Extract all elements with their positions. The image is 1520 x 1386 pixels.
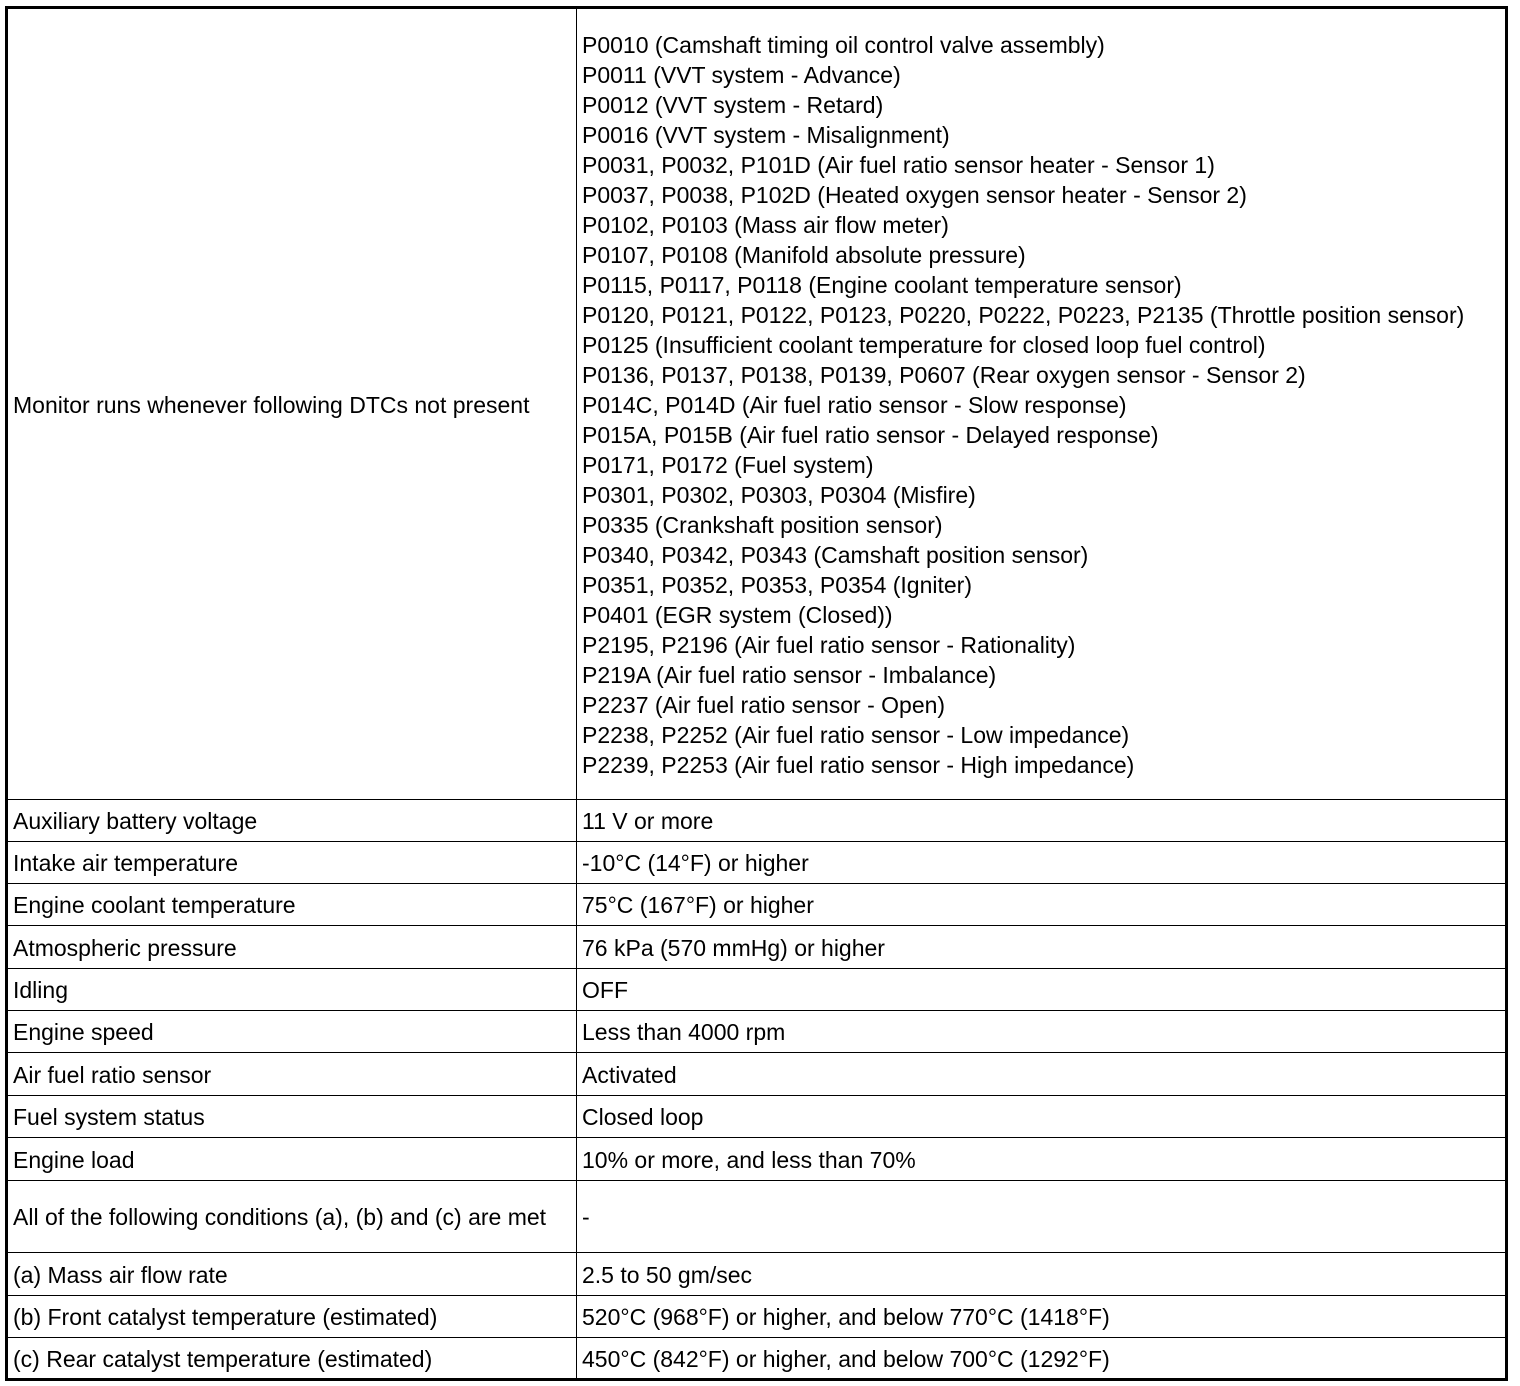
dtc-item: P0016 (VVT system - Misalignment) — [582, 121, 950, 148]
condition-value: 2.5 to 50 gm/sec — [577, 1253, 1507, 1296]
table-row — [7, 1011, 1507, 1053]
condition-label: Atmospheric pressure — [7, 926, 577, 969]
condition-value: Closed loop — [577, 1096, 1507, 1138]
dtc-item: P0120, P0121, P0122, P0123, P0220, P0222, P0223, P2135 (Throttle position sensor) — [582, 301, 1465, 328]
dtc-item: P014C, P014D (Air fuel ratio sensor - Slow response) — [582, 391, 1127, 418]
table-row — [7, 1338, 1507, 1380]
table-row — [7, 1053, 1507, 1096]
dtc-item: P0011 (VVT system - Advance) — [582, 61, 901, 88]
table-row — [7, 969, 1507, 1011]
dtc-item: P0340, P0342, P0343 (Camshaft position sensor) — [582, 541, 1089, 568]
dtc-item: P0171, P0172 (Fuel system) — [582, 451, 874, 478]
dtc-item: P0012 (VVT system - Retard) — [582, 91, 884, 118]
table-row — [7, 1181, 1507, 1253]
dtc-item: P0136, P0137, P0138, P0139, P0607 (Rear oxygen sensor - Sensor 2) — [582, 361, 1306, 388]
table-row — [7, 1138, 1507, 1181]
dtc-item: P0301, P0302, P0303, P0304 (Misfire) — [582, 481, 976, 508]
dtc-item: P0401 (EGR system (Closed)) — [582, 601, 893, 628]
condition-value: 10% or more, and less than 70% — [577, 1138, 1507, 1181]
condition-label: Engine speed — [7, 1011, 577, 1053]
condition-label: Auxiliary battery voltage — [7, 800, 577, 842]
table-row — [7, 1253, 1507, 1296]
condition-value: Less than 4000 rpm — [577, 1011, 1507, 1053]
condition-label: Air fuel ratio sensor — [7, 1053, 577, 1096]
dtc-item: P0102, P0103 (Mass air flow meter) — [582, 211, 949, 238]
condition-value: 11 V or more — [577, 800, 1507, 842]
dtc-item: P0115, P0117, P0118 (Engine coolant temperature sensor) — [582, 271, 1182, 298]
dtc-item: P0031, P0032, P101D (Air fuel ratio sensor heater - Sensor 1) — [582, 151, 1215, 178]
dtc-item: P2237 (Air fuel ratio sensor - Open) — [582, 691, 946, 718]
dtc-item: P219A (Air fuel ratio sensor - Imbalance) — [582, 661, 997, 688]
dtc-item: P0037, P0038, P102D (Heated oxygen sensor heater - Sensor 2) — [582, 181, 1247, 208]
condition-value: 520°C (968°F) or higher, and below 770°C (1418°F) — [577, 1296, 1507, 1338]
condition-label: Monitor runs whenever following DTCs not present — [7, 8, 577, 800]
dtc-item: P0351, P0352, P0353, P0354 (Igniter) — [582, 571, 973, 598]
table-row — [7, 842, 1507, 884]
dtc-item: P0107, P0108 (Manifold absolute pressure) — [582, 241, 1026, 268]
table-row — [7, 1096, 1507, 1138]
condition-label: (a) Mass air flow rate — [7, 1253, 577, 1296]
table-row — [7, 1296, 1507, 1338]
dtc-item: P2238, P2252 (Air fuel ratio sensor - Low impedance) — [582, 721, 1130, 748]
table-row — [7, 8, 1507, 800]
condition-value: OFF — [577, 969, 1507, 1011]
conditions-table — [5, 6, 1508, 1381]
condition-value: 76 kPa (570 mmHg) or higher — [577, 926, 1507, 969]
table-row — [7, 926, 1507, 969]
dtc-item: P0010 (Camshaft timing oil control valve assembly) — [582, 31, 1105, 58]
condition-value: -10°C (14°F) or higher — [577, 842, 1507, 884]
table-row — [7, 800, 1507, 842]
dtc-list — [577, 8, 1507, 800]
condition-value: Activated — [577, 1053, 1507, 1096]
dtc-item: P2239, P2253 (Air fuel ratio sensor - High impedance) — [582, 751, 1135, 778]
table-row — [7, 884, 1507, 926]
condition-value: 450°C (842°F) or higher, and below 700°C (1292°F) — [577, 1338, 1507, 1380]
condition-value: - — [577, 1181, 1507, 1253]
dtc-item: P0335 (Crankshaft position sensor) — [582, 511, 943, 538]
condition-label: Engine coolant temperature — [7, 884, 577, 926]
condition-label: Engine load — [7, 1138, 577, 1181]
condition-label: All of the following conditions (a), (b) and (c) are met — [7, 1181, 577, 1253]
dtc-item: P015A, P015B (Air fuel ratio sensor - Delayed response) — [582, 421, 1159, 448]
condition-label: Intake air temperature — [7, 842, 577, 884]
condition-label: Fuel system status — [7, 1096, 577, 1138]
dtc-item: P0125 (Insufficient coolant temperature for closed loop fuel control) — [582, 331, 1266, 358]
condition-value: 75°C (167°F) or higher — [577, 884, 1507, 926]
condition-label: (c) Rear catalyst temperature (estimated) — [7, 1338, 577, 1380]
condition-label: Idling — [7, 969, 577, 1011]
condition-label: (b) Front catalyst temperature (estimated) — [7, 1296, 577, 1338]
dtc-item: P2195, P2196 (Air fuel ratio sensor - Rationality) — [582, 631, 1076, 658]
